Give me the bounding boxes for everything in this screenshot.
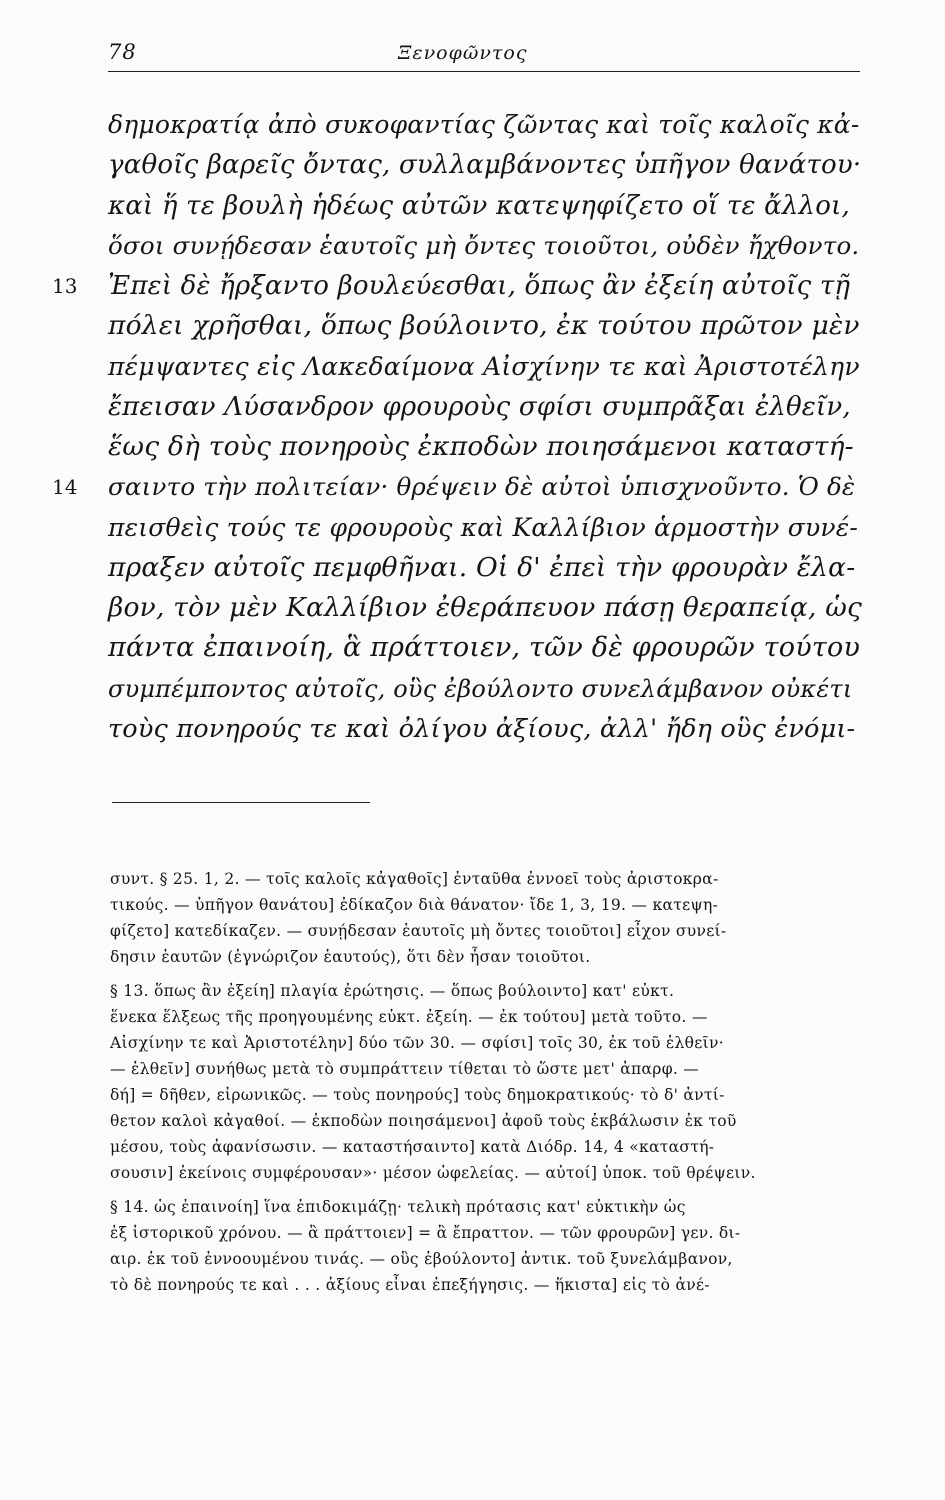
text-line: πάντα ἐπαινοίη, ἃ πράττοιεν, τῶν δὲ φρουρῶν τούτου <box>108 632 861 663</box>
footnote-line: δή] = δῆθεν, εἰρωνικῶς. — τοὺς πονηρούς] τοὺς δημοκρατικούς· τὸ δ' ἀντί- <box>110 1086 725 1104</box>
text-line: πόλει χρῆσθαι, ὅπως βούλοιντο, ἐκ τούτου πρῶτον μὲν <box>108 310 860 341</box>
text-line: δημοκρατίᾳ ἀπὸ συκοφαντίας ζῶντας καὶ τοῖς καλοῖς κἀ- <box>108 110 860 139</box>
footnote-line: ἕνεκα ἕλξεως τῆς προηγουμένης εὐκτ. ἐξείη. — ἐκ τούτου] μετὰ τοῦτο. — <box>110 1008 708 1026</box>
footnote-line: — ἐλθεῖν] συνήθως μετὰ τὸ συμπράττειν τίθεται τὸ ὥστε μετ' ἀπαρφ. — <box>110 1060 700 1078</box>
page-header <box>108 40 868 74</box>
header-rule <box>108 71 860 72</box>
running-head: Ξενοφῶντος <box>398 42 528 64</box>
footnote-rule <box>112 802 370 803</box>
footnote-line: μέσου, τοὺς ἀφανίσωσιν. — καταστήσαιντο] κατὰ Διόδρ. 14, 4 «καταστή- <box>110 1138 715 1156</box>
text-line: σαιντο τὴν πολιτείαν· θρέψειν δὲ αὐτοὶ ὑπισχνοῦντο. Ὁ δὲ <box>108 472 856 501</box>
footnote-line: Αἰσχίνην τε καὶ Ἀριστοτέλην] δύο τῶν 30. — σφίσι] τοῖς 30, ἐκ τοῦ ἐλθεῖν· <box>110 1034 724 1052</box>
footnote-line: φίζετο] κατεδίκαζεν. — συνῄδεσαν ἑαυτοῖς μὴ ὄντες τοιοῦτοι] εἶχον συνεί- <box>110 922 727 940</box>
footnote-line: θετον καλοὶ κἀγαθοί. — ἐκποδὼν ποιησάμενοι] ἀφοῦ τοὺς ἐκβάλωσιν ἐκ τοῦ <box>110 1112 737 1130</box>
text-line: γαθοῖς βαρεῖς ὄντας, συλλαμβάνοντες ὑπῆγον θανάτου· <box>108 150 862 180</box>
text-line: βον, τὸν μὲν Καλλίβιον ἐθεράπευον πάσῃ θεραπείᾳ, ὡς <box>108 592 863 623</box>
footnote-line: τικούς. — ὑπῆγον θανάτου] ἐδίκαζον διὰ θάνατον· ἴδε 1, 3, 19. — κατεψη- <box>110 896 719 914</box>
footnote-line: τὸ δὲ πονηρούς τε καὶ . . . ἀξίους εἶναι ἐπεξήγησις. — ἥκιστα] εἰς τὸ ἀνέ- <box>110 1276 710 1294</box>
text-line: συμπέμποντος αὐτοῖς, οὓς ἐβούλοντο συνελάμβανον οὐκέτι <box>108 675 853 703</box>
text-line: Ἐπεὶ δὲ ἤρξαντο βουλεύεσθαι, ὅπως ἂν ἐξείη αὐτοῖς τῇ <box>108 271 851 301</box>
text-line: πεισθεὶς τούς τε φρουροὺς καὶ Καλλίβιον ἁρμοστὴν συνέ- <box>108 513 859 542</box>
footnote-line: σουσιν] ἐκείνοις συμφέρουσαν»· μέσον ὠφελείας. — αὐτοί] ὑποκ. τοῦ θρέψειν. <box>110 1164 756 1182</box>
footnote-line: § 13. ὅπως ἂν ἐξείη] πλαγία ἐρώτησις. — ὅπως βούλοιντο] κατ' εὐκτ. <box>110 982 675 1000</box>
footnote-line: αιρ. ἐκ τοῦ ἐννοουμένου τινάς. — οὓς ἐβούλοντο] ἀντικ. τοῦ ξυνελάμβανον, <box>110 1250 733 1268</box>
text-line: ἕως δὴ τοὺς πονηροὺς ἐκποδὼν ποιησάμενοι καταστή- <box>108 431 854 462</box>
text-line: καὶ ἥ τε βουλὴ ἡδέως αὐτῶν κατεψηφίζετο οἵ τε ἄλλοι, <box>108 191 850 221</box>
footnote-line: συντ. § 25. 1, 2. — τοῖς καλοῖς κἀγαθοῖς] ἐνταῦθα ἐννοεῖ τοὺς ἀριστοκρα- <box>110 870 719 888</box>
text-line: πέμψαντες εἰς Λακεδαίμονα Αἰσχίνην τε καὶ Ἀριστοτέλην <box>108 352 860 381</box>
footnote-line: § 14. ὡς ἐπαινοίη] ἵνα ἐπιδοκιμάζῃ· τελικὴ πρότασις κατ' εὐκτικὴν ὡς <box>110 1198 686 1216</box>
footnote-line: δησιν ἑαυτῶν (ἐγνώριζον ἑαυτούς), ὅτι δὲν ἦσαν τοιοῦτοι. <box>110 948 591 966</box>
page-number: 78 <box>108 40 137 64</box>
text-line: ἔπεισαν Λύσανδρον φρουροὺς σφίσι συμπρᾶξαι ἐλθεῖν, <box>108 392 851 422</box>
section-number-13: 13 <box>52 274 78 298</box>
section-number-14: 14 <box>52 475 78 499</box>
text-line: τοὺς πονηρούς τε καὶ ὀλίγου ἀξίους, ἀλλ' ἤδη οὓς ἐνόμι- <box>108 714 856 744</box>
text-line: ὅσοι συνῄδεσαν ἑαυτοῖς μὴ ὄντες τοιοῦτοι, οὐδὲν ἤχθοντο. <box>108 231 860 260</box>
footnote-line: ἐξ ἱστορικοῦ χρόνου. — ἃ πράττοιεν] = ἃ ἔπραττον. — τῶν φρουρῶν] γεν. δι- <box>110 1224 741 1242</box>
text-line: πραξεν αὐτοῖς πεμφθῆναι. Οἱ δ' ἐπεὶ τὴν φρουρὰν ἔλα- <box>108 552 856 583</box>
